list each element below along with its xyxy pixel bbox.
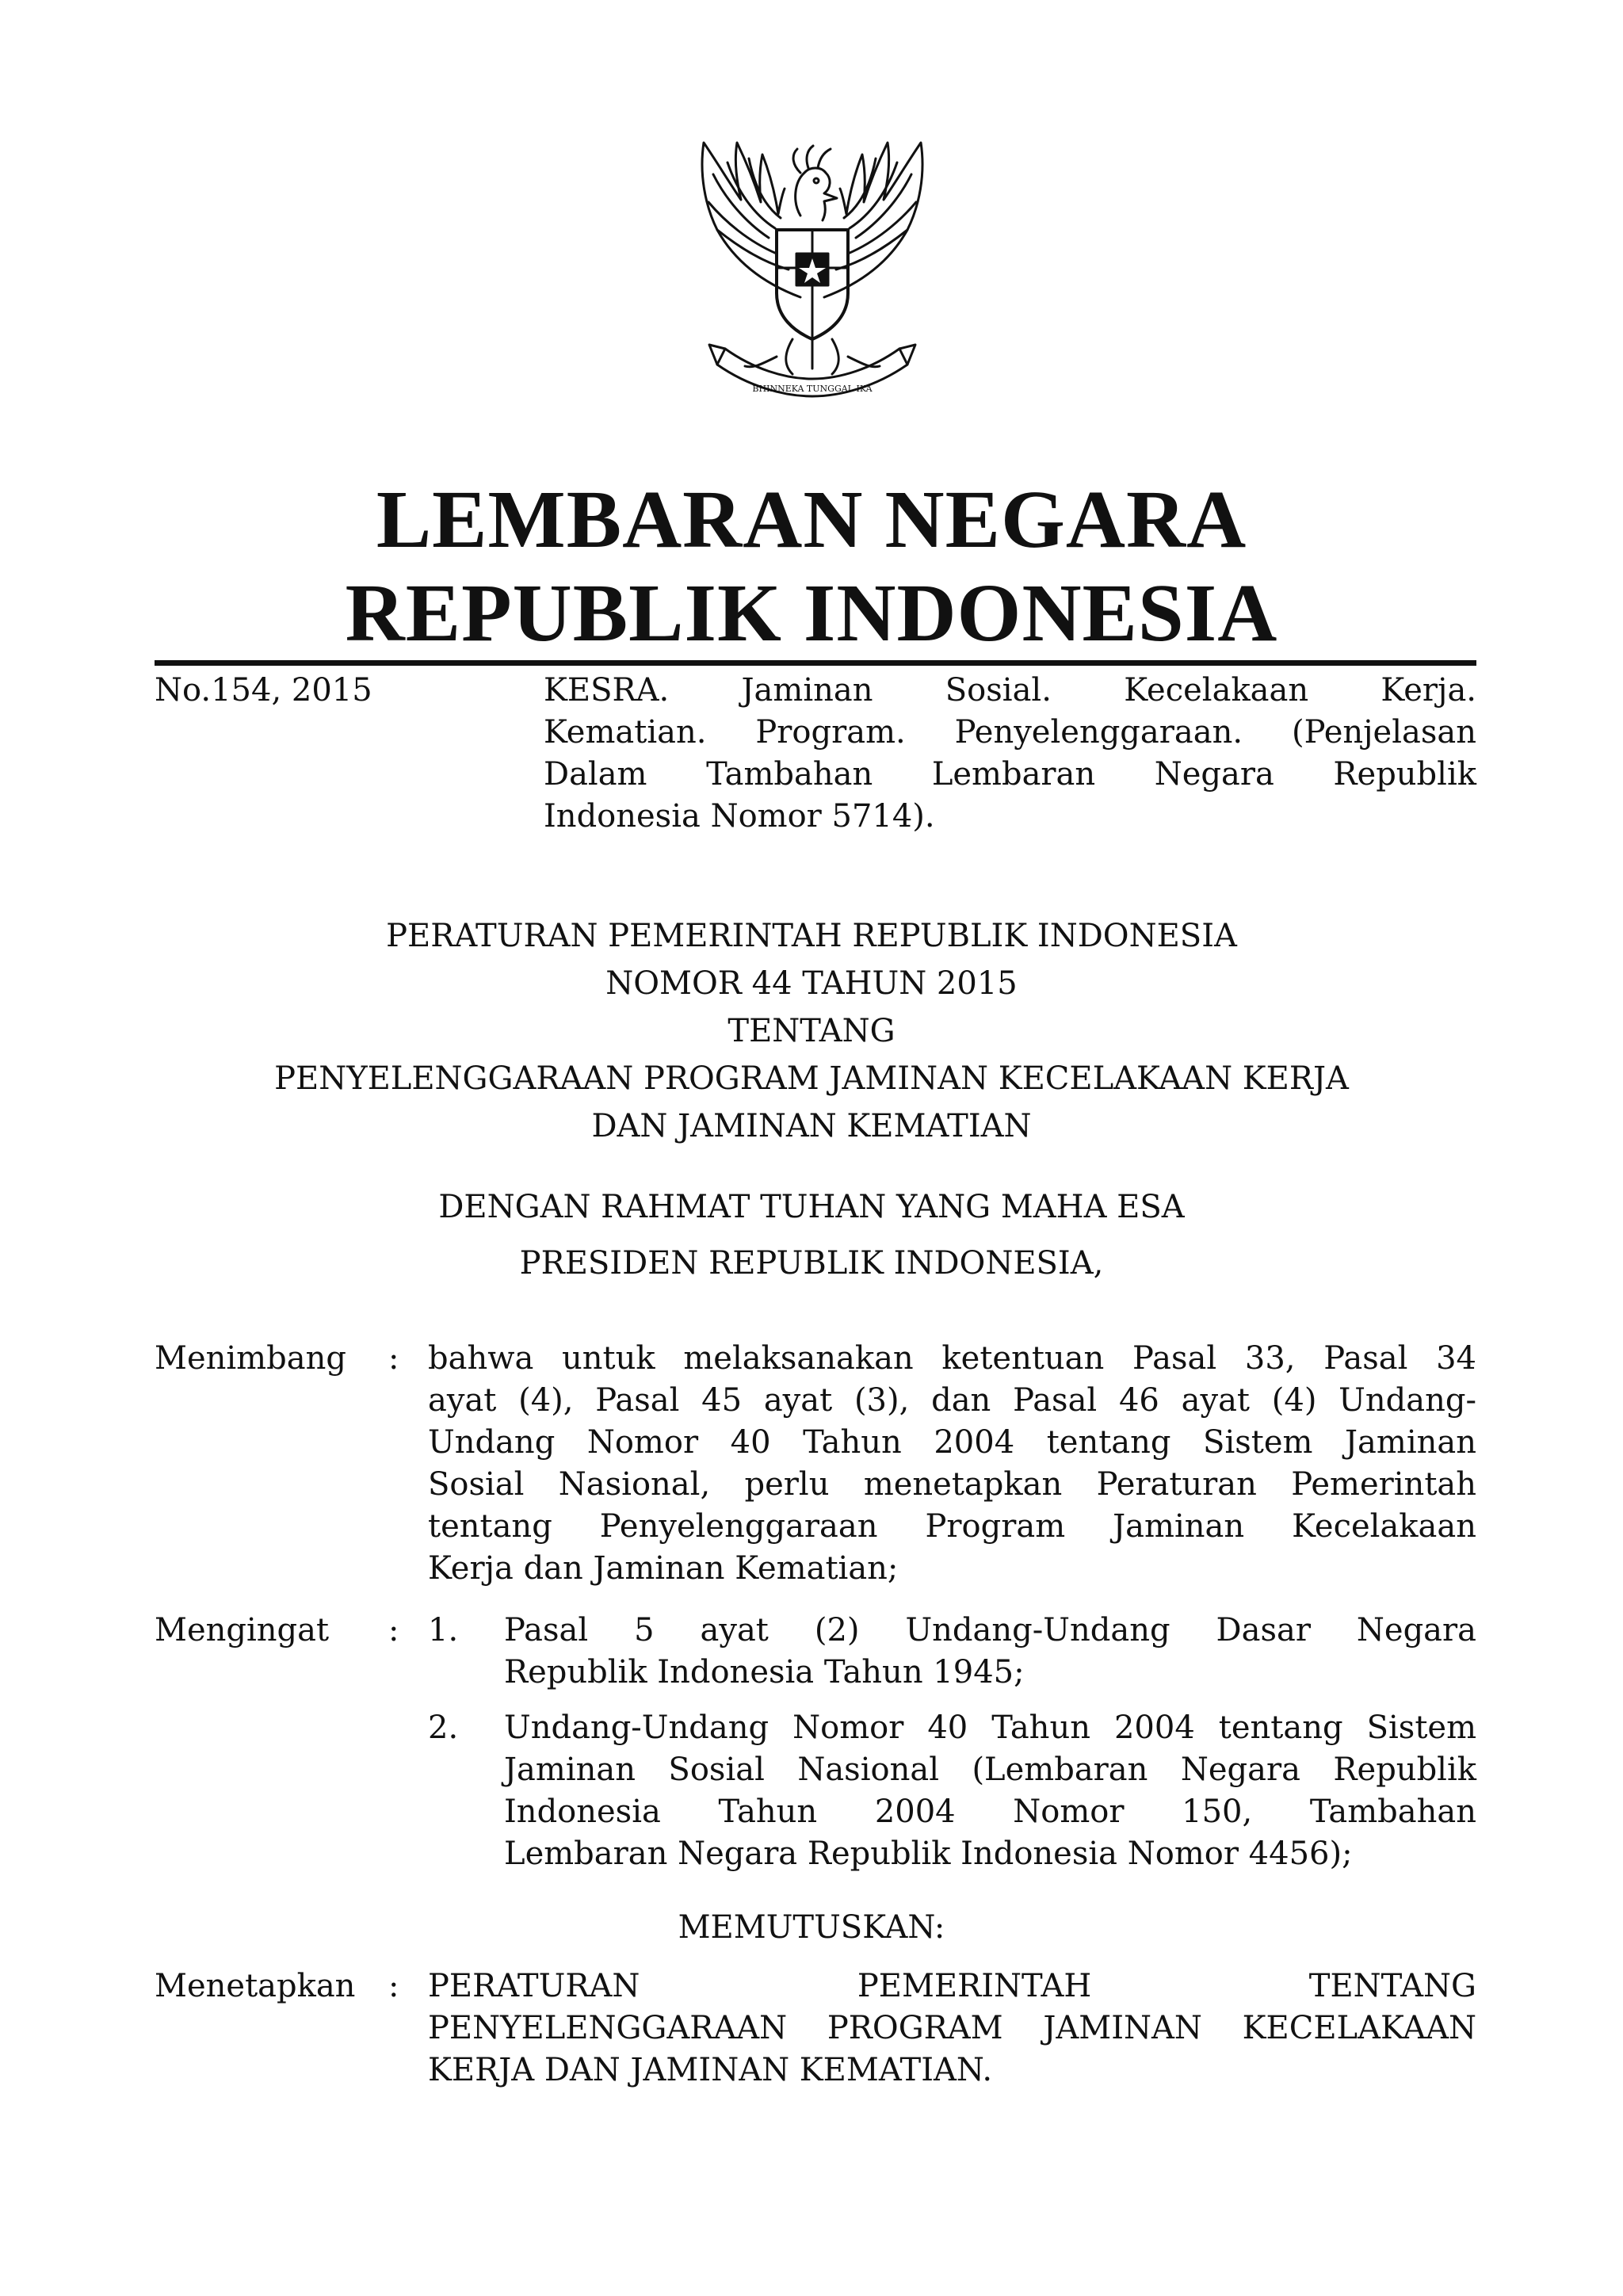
- issue-description: [544, 670, 1476, 838]
- garuda-emblem-icon: [682, 127, 943, 412]
- mengingat-item: [504, 1610, 1476, 1694]
- menimbang-line: Undang Nomor 40 Tahun 2004 tentang Sistem Jaminan: [428, 1424, 1476, 1461]
- mengingat-item-line: Republik Indonesia Tahun 1945;: [504, 1654, 1025, 1690]
- menimbang-line: tentang Penyelenggaraan Program Jaminan Kecelakaan: [428, 1508, 1476, 1545]
- menimbang-line: Sosial Nasional, perlu menetapkan Peraturan Pemerintah: [428, 1466, 1476, 1503]
- menimbang-line: Kerja dan Jaminan Kematian;: [428, 1550, 899, 1587]
- regulation-title-line-1: PERATURAN PEMERINTAH REPUBLIK INDONESIA: [386, 918, 1237, 954]
- mengingat-item: [504, 1707, 1476, 1875]
- masthead-line-2: REPUBLIK INDONESIA: [345, 567, 1278, 659]
- menetapkan-label: Menetapkan: [155, 1968, 356, 2004]
- menimbang-label: Menimbang: [155, 1340, 346, 1377]
- issue-description-line: Kematian. Program. Penyelenggaraan. (Penjelasan: [544, 714, 1476, 751]
- issue-number: No.154, 2015: [155, 672, 372, 709]
- preamble-line-2: PRESIDEN REPUBLIK INDONESIA,: [519, 1245, 1104, 1282]
- mengingat-label: Mengingat: [155, 1612, 330, 1648]
- menetapkan-line: PENYELENGGARAAN PROGRAM JAMINAN KECELAKAAN: [428, 2010, 1476, 2046]
- issue-description-line: Indonesia Nomor 5714).: [544, 798, 935, 835]
- menimbang-line: bahwa untuk melaksanakan ketentuan Pasal 33, Pasal 34: [428, 1340, 1476, 1377]
- menetapkan-text: [428, 1966, 1476, 2092]
- issue-description-line: KESRA. Jaminan Sosial. Kecelakaan Kerja.: [544, 672, 1476, 709]
- regulation-title-line-3: TENTANG: [727, 1013, 896, 1049]
- memutuskan-heading: MEMUTUSKAN:: [678, 1909, 945, 1946]
- menetapkan-colon: :: [388, 1968, 399, 2004]
- masthead-line-1: LEMBARAN NEGARA: [376, 474, 1247, 565]
- menimbang-line: ayat (4), Pasal 45 ayat (3), dan Pasal 46 ayat (4) Undang-: [428, 1382, 1476, 1419]
- mengingat-item-line: Undang-Undang Nomor 40 Tahun 2004 tentang Sistem: [504, 1710, 1476, 1746]
- masthead-rule: [155, 660, 1476, 666]
- regulation-title-line-2: NOMOR 44 TAHUN 2015: [605, 965, 1018, 1002]
- preamble-line-1: DENGAN RAHMAT TUHAN YANG MAHA ESA: [438, 1189, 1185, 1225]
- mengingat-item-number: 1.: [428, 1612, 459, 1648]
- mengingat-item-line: Jaminan Sosial Nasional (Lembaran Negara Republik: [504, 1752, 1476, 1788]
- menetapkan-line: PERATURAN PEMERINTAH TENTANG: [428, 1968, 1476, 2004]
- emblem-motto: BHINNEKA TUNGGAL IKA: [752, 384, 873, 394]
- mengingat-item-line: Indonesia Tahun 2004 Nomor 150, Tambahan: [504, 1794, 1476, 1830]
- menetapkan-line: KERJA DAN JAMINAN KEMATIAN.: [428, 2052, 993, 2088]
- menimbang-text: [428, 1338, 1476, 1590]
- mengingat-colon: :: [388, 1612, 399, 1648]
- menimbang-colon: :: [388, 1340, 399, 1377]
- regulation-title-line-5: DAN JAMINAN KEMATIAN: [591, 1108, 1032, 1144]
- issue-description-line: Dalam Tambahan Lembaran Negara Republik: [544, 756, 1476, 793]
- regulation-title-line-4: PENYELENGGARAAN PROGRAM JAMINAN KECELAKAAN KERJA: [274, 1060, 1349, 1097]
- mengingat-item-line: Pasal 5 ayat (2) Undang-Undang Dasar Negara: [504, 1612, 1476, 1648]
- mengingat-item-line: Lembaran Negara Republik Indonesia Nomor 4456);: [504, 1836, 1353, 1872]
- mengingat-item-number: 2.: [428, 1710, 459, 1746]
